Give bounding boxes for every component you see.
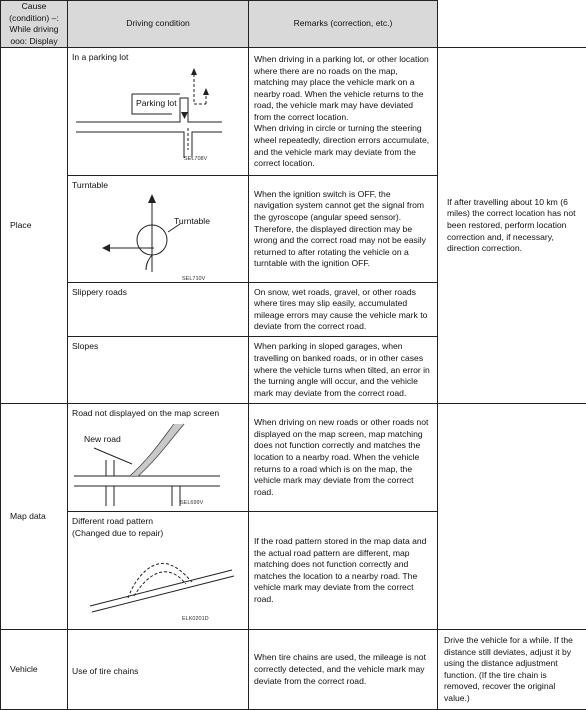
- driving-condition-text: When tire chains are used, the mileage is not correctly detected, and the vehicle mark may deviate from the correct road.: [254, 652, 432, 687]
- figure-code: ELK0201D: [182, 616, 209, 622]
- subcondition-title: Slopes: [72, 341, 244, 353]
- driving-condition-text: If the road pattern stored in the map data and the actual road pattern are different, map matching does not function correctly and matches the location to a nearby road. The vehicle mark may deviate from the correct road.: [254, 536, 432, 606]
- table-row: [1, 48, 586, 176]
- subcondition-cell: [68, 512, 249, 630]
- header-driving-condition: Driving condition: [68, 1, 249, 48]
- figure-label: New road: [84, 434, 121, 444]
- driving-condition-text: When the ignition switch is OFF, the navigation system cannot get the signal from the gyroscope (angular speed sensor). Therefore, the displayed direction may be wrong and the correct road may not be easily returned to after rotating the vehicle on a turntable with the ignition OFF.: [254, 189, 432, 270]
- driving-condition-cell: [249, 176, 438, 283]
- subcondition-title: Use of tire chains: [72, 666, 244, 678]
- category-vehicle: Vehicle: [1, 630, 68, 710]
- subcondition-cell: [68, 404, 249, 512]
- table-row: [1, 630, 586, 710]
- driving-condition-cell: [249, 512, 438, 630]
- driving-condition-cell: [249, 630, 438, 710]
- subcondition-cell: [68, 337, 249, 404]
- header-cause: Cause (condition) –: While driving ooo: Display: [1, 1, 68, 48]
- category-map-data: Map data: [1, 404, 68, 630]
- subcondition-cell: [68, 630, 249, 710]
- subcondition-title: In a parking lot: [72, 52, 244, 64]
- subcondition-cell: [68, 48, 249, 176]
- subcondition-title: Turntable: [72, 180, 244, 192]
- category-place: Place: [1, 48, 68, 404]
- new-road-figure: [72, 420, 244, 508]
- driving-condition-cell: [249, 337, 438, 404]
- subcondition-title: Slippery roads: [72, 287, 244, 299]
- remarks-place: If after travelling about 10 km (6 miles) the correct location has not been restored, perform location correction and, if necessary, direction correction.: [438, 48, 586, 404]
- subcondition-cell: [68, 283, 249, 337]
- turntable-figure: [72, 192, 244, 282]
- remarks-vehicle: Drive the vehicle for a while. If the distance still deviates, adjust it by using the distance adjustment function. (If the tire chain is removed, recover the original value.): [438, 630, 586, 710]
- driving-condition-cell: [249, 404, 438, 512]
- figure-code: SEL710V: [182, 276, 206, 282]
- driving-condition-cell: [249, 283, 438, 337]
- figure-code: SEL708V: [184, 156, 208, 162]
- figure-code: SEL699V: [180, 500, 204, 506]
- parking-lot-figure: [72, 64, 244, 164]
- driving-condition-text: When driving in a parking lot, or other location where there are no roads on the map, matching may place the vehicle mark on a nearby road. When the vehicle returns to the road, the vehicle mark may have deviated from the correct location. When driving in circle or turning the steering wheel repeatedly, direction errors accumulate, and the vehicle mark may deviate from the correct location.: [254, 54, 432, 170]
- header-remarks: Remarks (correction, etc.): [249, 1, 438, 48]
- driving-condition-text: When parking in sloped garages, when travelling on banked roads, or in other cases where the vehicle turns when tilted, an error in the turning angle will occur, and the vehicle mark may deviate from the correct road.: [254, 341, 432, 399]
- road-pattern-figure: [72, 540, 244, 622]
- driving-condition-text: On snow, wet roads, gravel, or other roads where tires may slip easily, accumulated mileage errors may cause the vehicle mark to deviate from the correct road.: [254, 287, 432, 333]
- header-row: [1, 1, 586, 48]
- figure-label: Parking lot: [136, 98, 177, 108]
- table-row: [1, 404, 586, 512]
- remarks-map-empty: [438, 404, 586, 630]
- subcondition-cell: [68, 176, 249, 283]
- driving-condition-text: When driving on new roads or other roads not displayed on the map screen, map matching does not function correctly and matches the location to a nearby road. When the vehicle returns to a road which is on the map, the vehicle mark may deviate from the correct road.: [254, 417, 432, 498]
- driving-condition-cell: [249, 48, 438, 176]
- figure-label: Turntable: [174, 216, 210, 226]
- subcondition-title: Different road pattern (Changed due to repair): [72, 516, 244, 539]
- subcondition-title: Road not displayed on the map screen: [72, 408, 244, 420]
